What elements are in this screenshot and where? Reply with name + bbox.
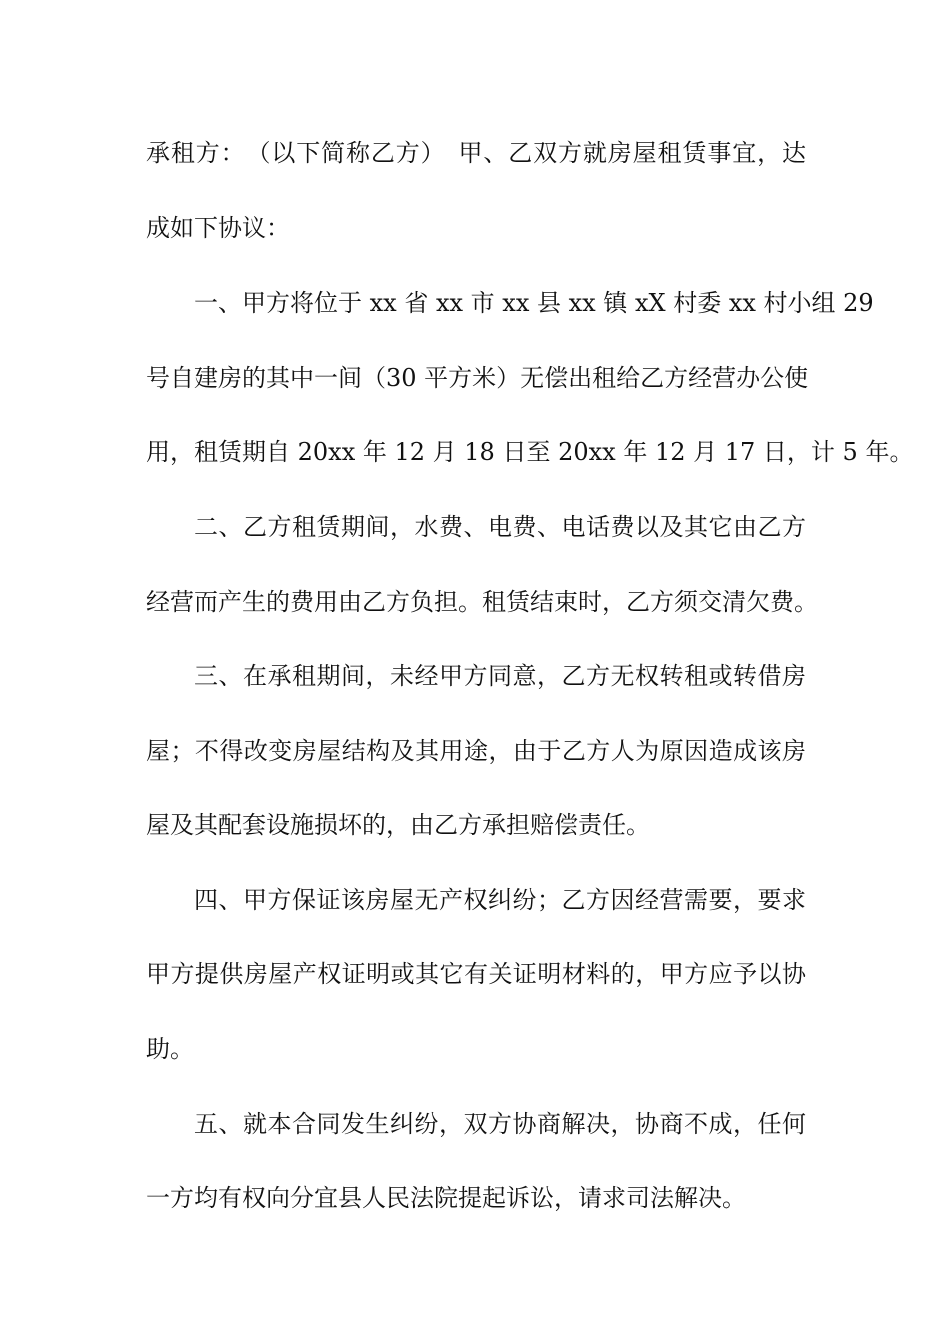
paragraph-intro-line-1: 承租方： （以下简称乙方） 甲、乙双方就房屋租赁事宜，达 <box>146 139 806 167</box>
paragraph-intro-line-2: 成如下协议： <box>146 214 290 242</box>
clause-4-line-2: 甲方提供房屋产权证明或其它有关证明材料的，甲方应予以协 <box>146 960 806 988</box>
clause-3-line-2: 屋；不得改变房屋结构及其用途，由于乙方人为原因造成该房 <box>146 737 806 765</box>
clause-1-line-1: 一、甲方将位于 xx 省 xx 市 xx 县 xx 镇 xX 村委 xx 村小组 29 <box>194 289 874 317</box>
clause-4-line-1: 四、甲方保证该房屋无产权纠纷；乙方因经营需要，要求 <box>194 886 806 914</box>
clause-3-line-3: 屋及其配套设施损坏的，由乙方承担赔偿责任。 <box>146 811 650 839</box>
clause-1-line-2: 号自建房的其中一间（30 平方米）无偿出租给乙方经营办公使 <box>146 364 809 392</box>
clause-2-line-2: 经营而产生的费用由乙方负担。租赁结束时，乙方须交清欠费。 <box>146 588 818 616</box>
clause-1-line-3: 用，租赁期自 20xx 年 12 月 18 日至 20xx 年 12 月 17 日，计 5 年。 <box>146 438 914 466</box>
clause-2-line-1: 二、乙方租赁期间，水费、电费、电话费以及其它由乙方 <box>194 513 806 541</box>
clause-5-line-2: 一方均有权向分宜县人民法院提起诉讼，请求司法解决。 <box>146 1184 746 1212</box>
clause-3-line-1: 三、在承租期间，未经甲方同意，乙方无权转租或转借房 <box>194 662 806 690</box>
clause-4-line-3: 助。 <box>146 1035 194 1063</box>
clause-5-line-1: 五、就本合同发生纠纷，双方协商解决，协商不成，任何 <box>194 1110 806 1138</box>
